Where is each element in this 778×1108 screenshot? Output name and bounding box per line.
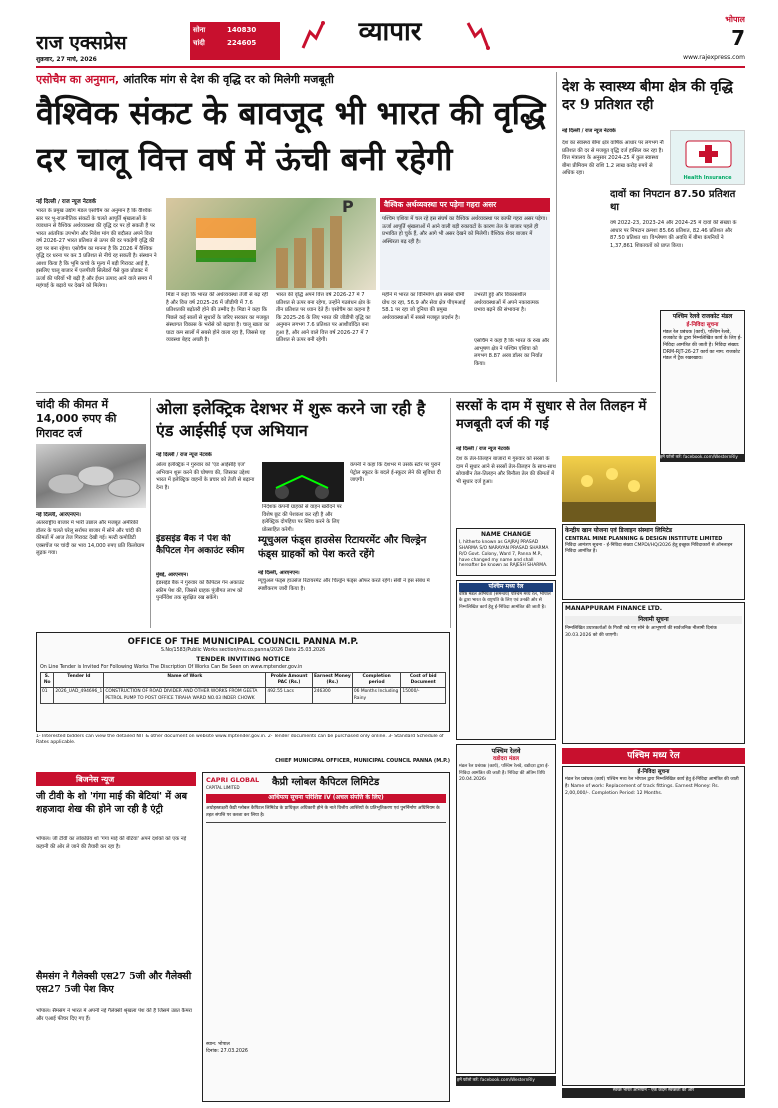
section-title: व्यापार	[358, 17, 422, 47]
health-byline: नई दिल्ली / राज न्यूज नेटवर्क	[562, 128, 616, 134]
business-strip: बिजनेस न्यूज	[36, 772, 196, 786]
lead-byline: नई दिल्ली / राज न्यूज नेटवर्क	[36, 199, 97, 205]
indusind-byline: मुंबई, आरएनएन।	[156, 572, 189, 578]
ola-body-3: कंपनी ने कहा कि देशभर में उसके स्टोर पर पुराने पेट्रोल स्कूटर के बदले ई-स्कूटर लेने की सुविधा दी जाएगी।	[350, 462, 441, 484]
lead-col-3: भारत की वृद्धि अपने वित्त वर्ष 2026-27 में 7 प्रतिशत से ऊपर बना रहेगा, उन्होंने गठबंधन क्षेत्र के तीन प्रतिशत पर ध्यान देते हैं। एसोचैम का कहना है कि 2025-26 के लिए भारत की जीडीपी वृद्धि का अनुमान लगभग 7.6 प्रतिशत पर आशीर्वादित बना हुआ है, और आने वाले वित्त वर्ष 2026-27 में 7 प्रतिशत से ऊपर बनी रहेगी।	[276, 292, 371, 344]
gold-label: सोना	[193, 26, 206, 34]
capri-ad: CAPRI GLOBAL CAPITAL LIMITED कैप्री ग्लोबल कैपिटल लिमिटेड आधिपत्य सूचना परिशिष्ट IV (अचल संपत्ति के लिए) अधोहस्ताक्षरी कैप्री ग्लोबल कैपिटल लिमिटेड के प्राधिकृत अधिकारी होने के नाते वित्तीय आस्तियों के प्रतिभूतिकरण एवं पुनर्निर्माण अधिनियम के तहत संपत्ति पर कब्जा कर लिया है। स्थान: भोपाल दिनांक: 27.03.2026	[202, 772, 450, 1102]
mf-body: म्यूचुअल फंड्स हाउसेज रिटायरमेंट और चिल्ड्रेन फंड्स ऑफर करते रहेंगे। सेबी ने इस संबंध में स्पष्टीकरण जारी किया है।	[258, 578, 430, 592]
name-change-ad: NAME CHANGE I, hitherto known as GAJRAJ PRASAD SHARMA S/O NARAYAN PRASAD SHARMA R/O Govt. Colony, Ward 7, Panna M.P., have changed my name and shall hereafter be known as RAJESH SHARMA.	[456, 528, 556, 576]
ola-body-1: ओला इलेक्ट्रिक ने गुरुवार को 'एंड आईसीई एज' अभियान शुरू करने की घोषणा की, जिसका उद्देश्य भारत में इलेक्ट्रिक वाहनों के प्रचार को तेजी से बढ़ाना देना है।	[156, 462, 255, 491]
indusind-headline: इंडसइंड बैंक ने पेश की कैपिटल गेन अकाउंट स्कीम	[156, 534, 245, 556]
gdp-photo	[166, 198, 376, 290]
page-number: 7	[731, 26, 745, 48]
business-b2: भोपाल। सैमसंग ने भारत में अपनी नई गैलेक्सी श्रृंखला पेश की है जिसमें उन्नत कैमरा और एआई फीचर दिए गए हैं।	[36, 1008, 193, 1022]
lead-col-2: मिडा ने कहा कि भारत की अर्थव्यवस्था तेजी से बढ़ रही है और वित्त वर्ष 2025-26 में जीडीपी में 7.6 प्रतिशतकी बढ़ोतरी होने की उम्मीद है। मिडा ने कहा कि पिछले कई सालों से सुधारों के जरिए सरकार का मजबूत संस्थागत विकास के भरोसे को बढ़ाया है। चालू खाता का घाटा कम सालों में सबसे होने वाला रहा है, जिससे यह व्यवस्था बेहद अच्छी है।	[166, 292, 270, 344]
cmpdi-ad: केन्द्रीय खान योजना एवं डिजाइन संस्थान लिमिटेड CENTRAL MINE PLANNING & DESIGN INSTITUTE LIMITED निविदा आमंत्रण सूचना - ई-निविदा संख्या CMPDI/HQ/2026 हेतु इच्छुक निविदाकारों से ऑनलाइन निविदा आमंत्रित है।	[562, 524, 745, 600]
lead-col-6: एसोचैम ने कहा है कि भारत के रुख और आभूषण क्षेत्र ने पश्चिम एशिया को लगभग 8.87 अरब डॉलर का निर्यात किया।	[474, 338, 550, 367]
market-box	[190, 22, 280, 60]
silver-value: 224605	[227, 39, 257, 48]
capri-logo: CAPRI GLOBAL	[206, 776, 260, 784]
silver-byline: नई दिल्ली, आरएनएन।	[36, 512, 81, 518]
health-subhead: दावों का निपटान 87.50 प्रतिशत था	[610, 189, 736, 213]
gold-value: 140830	[227, 26, 257, 34]
rail-vadodara-ad: पश्चिम रेलवे वडोदरा मंडल मंडल रेल प्रबंधक (कार्य), पश्चिम रेलवे, वडोदरा द्वारा ई-निविदा आमंत्रित की जाती है। निविदा की अंतिम तिथि 20.04.2026।	[456, 744, 556, 1074]
rail-wcr2-title: पश्चिम मध्य रेल	[562, 748, 745, 764]
mustard-photo	[562, 456, 656, 522]
lead-kicker: एसोचैम का अनुमान, आंतरिक मांग से देश की वृद्धि दर को मिलेगी मजबूती	[36, 73, 334, 86]
website-link[interactable]: www.rajexpress.com	[683, 54, 745, 61]
health-body: देश का स्वास्थ्य बीमा क्षेत्र वार्षिक आधार पर लगभग नौ प्रतिशत की दर से मजबूत वृद्धि दर्ज हासिल कर रहा है। वित्त मंत्रालय के अनुसार 2024-25 में कुल स्वास्थ्य बीमा प्रीमियम की राशि 1.2 लाख करोड़ रुपये से अधिक रहा।	[562, 140, 664, 177]
silver-label: चांदी	[193, 39, 205, 48]
rail-wcr2-footer: स्वच्छ भारत अभियान - एक कदम स्वच्छता की ओर	[562, 1088, 745, 1098]
mf-headline: म्यूचुअल फंड्स हाउसेस रिटायरमेंट और चिल्ड्रेन फंड्स ग्राहकों को पेश करते रहेंगे	[258, 535, 427, 560]
silver-body: अंतरराष्ट्रीय बाजार में भारी उछाल और मजबूत अमेरिकी डॉलर के चलते घरेलू सर्राफा बाजार में सोने और चांदी की कीमतों में आज तेज गिरावट देखी गई। मल्टी कमोडिटी एक्सचेंज पर चांदी का भाव 14,000 रुपए प्रति किलोग्राम लुढ़क गया।	[36, 520, 145, 557]
indusind-body: इंडसइंड बैंक ने गुरुवार को कैपिटल गेन अकाउंट स्कीम पेश की, जिससे ग्राहक पूंजीगत लाभ को पुनर्निवेश तक सुरक्षित रख सकेंगे।	[156, 580, 245, 602]
rail-vadodara-footer[interactable]: हमें फॉलो करें: facebook.com/WesternRly	[456, 1076, 556, 1086]
municipal-sign: CHIEF MUNICIPAL OFFICER, MUNICIPAL COUNCIL PANNA (M.P.)	[275, 758, 450, 764]
bear-icon	[465, 18, 491, 52]
paper-logo: राज एक्सप्रेस	[36, 32, 127, 54]
lead-headline: वैश्विक संकट के बावजूद भी भारत की वृद्धि दर चालू वित्त वर्ष में ऊंची बनी रहेगी	[36, 94, 546, 179]
svg-text:P: P	[342, 198, 354, 216]
health-sub-body: वर्ष 2022-23, 2023-24 और 2024-25 में दावों की संख्या के आधार पर निपटान क्रमशः 85.66 प्रतिशत, 82.46 प्रतिशत और 87.50 प्रतिशत था। विश्लेषण की अवधि में बीमा कंपनियों ने 1,37,861 शिकायतों को प्राप्त किया।	[610, 220, 737, 249]
mustard-byline: नई दिल्ली / राज न्यूज नेटवर्क	[456, 446, 510, 452]
silver-headline: चांदी की कीमत में 14,000 रुपए की गिरावट दर्ज	[36, 398, 117, 440]
municipal-notes: 1- Interested bidders can view the detailed NIT & other document on website www.mptender.gov.in. 2- Tender documents can be purchased only online. 3- Standard Schedule of Rates applicable.	[36, 734, 444, 746]
rail-wcr2-ad: ई-निविदा सूचना मंडल रेल प्रबंधक (कार्य) पश्चिम मध्य रेल भोपाल द्वारा निम्नलिखित कार्य हेतु ई-निविदा आमंत्रित की जाती है। Name of work: Replacement of track fittings. Earnest Money: Rs. 2,00,000/-. Completion Period: 12 Months.	[562, 766, 745, 1086]
business-h1: जी टीवी के शो 'गंगा माई की बेटियां' में अब शहजादा शेख की होने जा रही है एंट्री	[36, 791, 188, 816]
silver-photo	[36, 444, 146, 508]
lead-box-text: पश्चिम एशिया में चल रहे इस संघर्ष का वैश्विक अर्थव्यवस्था पर काफी गहरा असर पड़ेगा। ऊर्जा आपूर्ति श्रृंखलाओं में आने वाली बड़ी रुकावटों के कारण तेल के बाजार पहले ही प्रभावित हो चुके हैं, और आगे भी असर देखने को मिलेगी। वैश्विक शेयर बाजार में अस्थिरता बढ़ रही है।	[380, 214, 550, 290]
rail-wcr-ad: पश्चिम मध्य रेल वरिष्ठ मंडल अभियंता (समन्वय) पश्चिम मध्य रेल, भोपाल के द्वारा भारत के राष्ट्रपति के लिए एवं उनकी ओर से निम्नलिखित कार्य हेतु ई-निविदा आमंत्रित की जाती है।	[456, 580, 556, 740]
table-row: 01 2026_UAD_494696_1 CONSTRUCTION OF ROAD DIVIDER AND OTHER WORKS FROM GEETA PETROL PUMP TO POST OFFICE TIRAHA WARD NO.03 INDER CHOWK 492.55 Lacs 246300 06 Months Including Rainy 15000/-	[41, 688, 446, 704]
lead-col-4: महीने में भारत का विनिर्माण क्षेत्र सबसे धीमी ग्रोथ दर रहा, 56.9 और सेवा क्षेत्र पीएमआई 58.1 पर रहा जो दुनिया की प्रमुख अर्थव्यवस्थाओं में सबसे मजबूत प्रदर्शन है।	[382, 292, 466, 321]
lead-col-5: उभरती हुई और विकासशील अर्थव्यवस्थाओं में अपने नकारात्मक प्रभाव बढ़ने की संभावना है।	[474, 292, 539, 314]
bull-icon	[300, 18, 326, 52]
manappuram-ad: MANAPPURAM FINANCE LTD. निलामी सूचना निम्नलिखित उधारकर्ताओं के गिरवी रखे गए सोने के आभूषणों की सार्वजनिक नीलामी दिनांक 30.03.2026 को की जाएगी।	[562, 602, 745, 744]
health-headline: देश के स्वास्थ्य बीमा क्षेत्र की वृद्धि दर 9 प्रतिशत रही	[562, 79, 733, 114]
rail-rajkot-footer[interactable]: हमें फॉलो करें: facebook.com/WesternRly	[660, 454, 745, 462]
lead-col-1: भारत के प्रमुख उद्योग मंडल एसोचैम का अनुमान है कि वैश्विक स्तर पर भू-राजनीतिक संकटों के चलते आपूर्ति श्रृंखलाओं के व्यवधान से वैश्विक अर्थव्यवस्था की वृद्धि दर पर हो सकती है पर भारत आंतरिक उपभोग और निवेश मांग की बदौलत अपने वित्त वर्ष 2026-27 भारत प्रतिशत से ऊपर की दर पकड़ेगी वृद्धि की रहा पर बना रहेगा। एसोचैम का मानना है कि 2026 में वैश्विक वृद्धि दर धरना पर कर 3 प्रतिशत से नीचे रह सकती है। संस्थान ने आशा किया है कि भूमि कच्चे के मूल्य में बड़ी गिरावट आई है, इसलिए चालू बाजार में एलपीजी सिलेंडरों पैसे कुछ प्रोडक्ट में ऊर्जा की परियों भी बढ़ी है और ईंधन उत्पाद आने वाले समय में महंगाई के बढ़ावे पर देखने को मिलेगा।	[36, 208, 157, 290]
city-name: भोपाल	[725, 15, 745, 24]
ola-headline: ओला इलेक्ट्रिक देशभर में शुरू करने जा रही है एंड आईसीई एज अभियान	[156, 399, 426, 441]
ola-body-2: निर्देशक कंपनी ग्राहकों से वाहन खरीदने पर विशेष छूट की पेशकश कर रही है और इलेक्ट्रिक दोपहिया पर स्विच करने के लिए प्रोत्साहित करेगी।	[262, 504, 342, 532]
health-col-extra	[562, 190, 606, 310]
business-h2: सैमसंग ने गैलेक्सी एस27 5जी और गैलेक्सी एस27 5जी पेश किए	[36, 971, 192, 996]
ola-photo	[262, 462, 344, 502]
business-b1: भोपाल। जी टीवी का लोकप्रिय शो 'गंगा माई की बेटियां' अपने दर्शकों को एक नई कहानी की ओर ले जाने की तैयारी कर रहा है।	[36, 836, 187, 850]
municipal-tender: OFFICE OF THE MUNICIPAL COUNCIL PANNA M.P. S.No/1583/Public Works section/mu.co.panna/2026 Date 25.03.2026 TENDER INVITING NOTICE On Line Tender is Invited For Following Works The Discription Of Works Can Be Seen on www.mptender.gov.in S. No Tender Id Name of Work Proble Amount PAC (Rs.) Earnest Money (Rs.) Completion period Cost of bid Document 01 2026_UAD_494696_1 CONSTRUCTION OF ROAD DIVIDER AND OTHER WORKS FROM GEETA PETROL PUMP TO POST OFFICE TIRAHA WARD NO.03 INDER CHOWK 492.55 Lacs 246300 06 Months Including Rainy 15000/-	[36, 632, 450, 732]
issue-date: शुक्रवार, 27 मार्च, 2026	[36, 56, 97, 63]
mustard-headline: सरसों के दाम में सुधार से तेल तिलहन में मजबूती दर्ज की गई	[456, 399, 647, 432]
lead-box-title: वैश्विक अर्थव्यवस्था पर पड़ेगा गहरा असर	[380, 198, 550, 212]
health-image: Health Insurance	[670, 130, 745, 185]
mustard-body: देश के तेल-तिलहन बाजारों में गुरुवार को सरसों के दाम में सुधार आने से सरसों तेल-तिलहन के साथ-साथ सोयाबीन तेल-तिलहन और बिनौला तेल की कीमतों में भी सुधार दर्ज हुआ।	[456, 456, 556, 485]
ola-byline: नई दिल्ली / राज न्यूज नेटवर्क	[156, 452, 212, 458]
tender-table: S. No Tender Id Name of Work Proble Amount PAC (Rs.) Earnest Money (Rs.) Completion period Cost of bid Document 01 2026_UAD_494696_1 CONSTRUCTION OF ROAD DIVIDER AND OTHER WORKS FROM GEETA PETROL PUMP TO POST OFFICE TIRAHA WARD NO.03 INDER CHOWK 492.55 Lacs 246300 06 Months Including Rainy 15000/-	[40, 672, 446, 705]
rail-rajkot-ad: पश्चिम रेलवे राजकोट मंडल ई-निविदा सूचना मंडल रेल प्रबंधक (कार्य), पश्चिम रेलवे, राजकोट के द्वारा निम्नलिखित कार्य के लिए ई-निविदा आमंत्रित की जाती है। निविदा संख्या: DRM-RJT-26-27 कार्य का नाम: राजकोट मंडल में ट्रैक रखरखाव।	[660, 310, 745, 460]
mf-byline: नई दिल्ली, आरएनएन।	[258, 570, 300, 576]
